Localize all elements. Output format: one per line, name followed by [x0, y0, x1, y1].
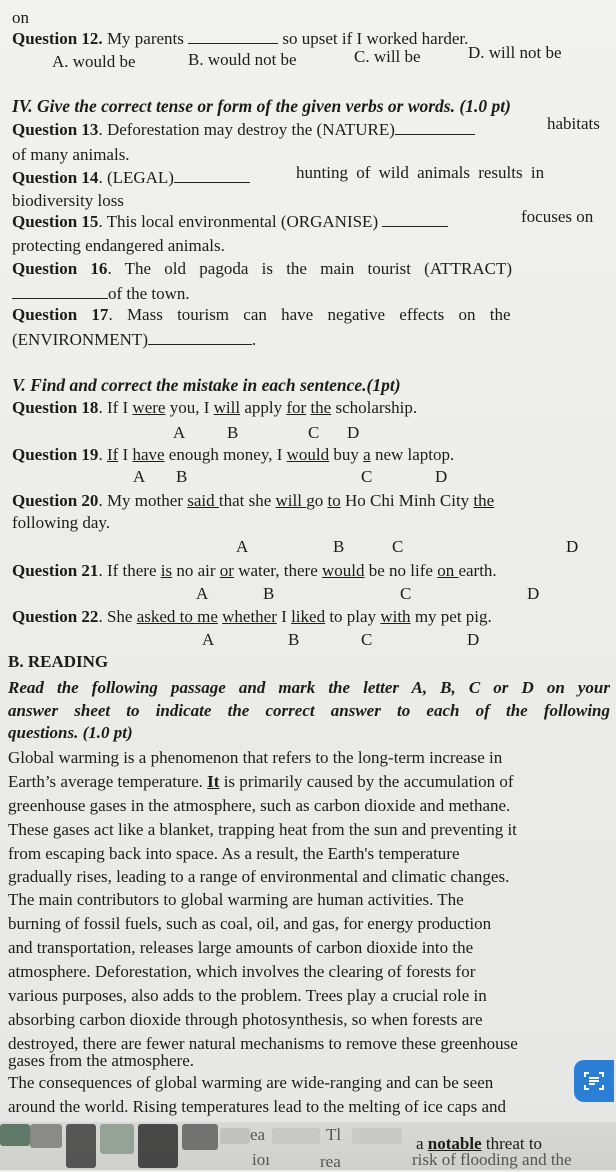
letter-b: B	[263, 584, 275, 603]
answer-blank[interactable]	[12, 284, 108, 299]
question-19: Question 19. If I have enough money, I would buy a new laptop.	[12, 445, 455, 464]
letter-d: D	[566, 537, 579, 556]
letter-b: B	[333, 537, 345, 556]
answer-blank[interactable]	[188, 29, 278, 44]
option-c: C. will be	[354, 47, 421, 66]
passage-line: from escaping back into space. As a result, the Earth's temperature	[8, 844, 460, 863]
passage-line: around the world. Rising temperatures lead to the melting of ice caps and	[8, 1097, 507, 1116]
letter-a: A	[202, 630, 215, 649]
letter-d: D	[527, 584, 540, 603]
option-b: B. would not be	[188, 50, 297, 69]
letter-a: A	[133, 467, 146, 486]
passage-line: destroyed, there are fewer natural mechanisms to remove these greenhouse	[8, 1034, 518, 1053]
referent-word: It	[207, 772, 220, 791]
question-20: Question 20. My mother said that she will go to Ho Chi Minh City the	[12, 491, 495, 510]
passage-line: and transportation, releases large amounts of carbon dioxide into the	[8, 938, 474, 957]
letter-b: B	[227, 423, 239, 442]
top-fragment: on	[12, 8, 29, 27]
answer-blank[interactable]	[382, 212, 448, 227]
letter-c: C	[361, 630, 373, 649]
document-page: on Question 12. My parents so upset if I worked harder. A. would be B. would not be C. will be D. will not be IV. Give the correct tense or form of the given verbs or words. (1.0 pt) Question 13. Deforestation may destroy the (NATURE) habitats of many animals. Question 14. (LEGAL) hunting of wild animals results in biodiversity loss Question 15. This local environmental (ORGANISE) focuses on protecting endangered animals. Question 16. The old pagoda is the main tourist (ATTRACT) of the town. Question 17. Mass tourism can have negative effects on the (ENVIRONMENT) . V. Find and correct the mistake in each sentence.(1pt) Question 18. If I were you, I will apply for the scholarship. A B C D Question 19. If I have enough money, I would buy a new laptop. A B C D Question 20. My mother said that she will go to Ho Chi Minh City the following day. A B C D Question 21. If there is no air or water, there would be no life on earth. A B C D Question 22. She asked to me whether I liked to play with my pet pig. A B C D B. READING Read the following passage and mark the letter A, B, C or D on your answer sheet to indicate the correct answer to each of the following questions. (1.0 pt) Global warming is a phenomenon that refers to the long-term increase in Earth’s average temperature. It is primarily caused by the accumulation of greenhouse gases in the atmosphere, such as carbon dioxide and methane. These gases act like a blanket, trapping heat from the sun and preventing it from escaping back into space. As a result, the Earth's temperature gradually rises, leading to a range of environmental and climatic changes. The main contributors to global warming are human activities. The burning of fossil fuels, such as coal, oil, and gas, for energy production and transportation, releases large amounts of carbon dioxide into the atmosphere. Deforestation, which involves the clearing of forests for various purposes, also adds to the problem. Trees play a crucial role in absorbing carbon dioxide through photosynthesis, so when forests are destroyed, there are fewer natural mechanisms to remove these greenhouse gases from the atmosphere. The consequences of global warming are wide-ranging and can be seen around the world. Rising temperatures lead to the melting of ice caps and ea Tl a notable threat to ioı rea risk of flooding and the	[0, 0, 616, 1170]
letter-d: D	[467, 630, 480, 649]
question-13: Question 13. Deforestation may destroy the (NATURE)	[12, 120, 475, 140]
reading-heading: B. READING	[8, 652, 109, 671]
passage-line: absorbing carbon dioxide through photosynthesis, so when forests are	[8, 1010, 483, 1029]
question-16: Question 16. The old pagoda is the main tourist (ATTRACT)	[12, 259, 512, 278]
section-iv-title: IV. Give the correct tense or form of the given verbs or words. (1.0 pt)	[12, 96, 511, 116]
passage-line: atmosphere. Deforestation, which involves the clearing of forests for	[8, 962, 476, 981]
letter-d: D	[347, 423, 360, 442]
passage-line: gradually rises, leading to a range of environmental and climatic changes.	[8, 867, 510, 886]
passage-line: Earth’s average temperature. It is primarily caused by the accumulation of	[8, 772, 514, 791]
letter-a: A	[173, 423, 186, 442]
letter-c: C	[400, 584, 412, 603]
section-v-title: V. Find and correct the mistake in each sentence.(1pt)	[12, 375, 401, 395]
passage-line: gases from the atmosphere.	[8, 1051, 194, 1070]
passage-line: The main contributors to global warming are human activities. The	[8, 890, 464, 909]
text-scan-button[interactable]	[574, 1060, 614, 1102]
passage-line: The consequences of global warming are wide-ranging and can be seen	[8, 1073, 494, 1092]
text-scan-icon	[582, 1069, 606, 1093]
reading-instruction: Read the following passage and mark the letter A, B, C or D on your	[8, 678, 610, 697]
passage-line: greenhouse gases in the atmosphere, such as carbon dioxide and methane.	[8, 796, 511, 815]
answer-blank[interactable]	[395, 120, 475, 135]
letter-c: C	[392, 537, 404, 556]
passage-line: Global warming is a phenomenon that refers to the long-term increase in	[8, 748, 503, 767]
passage-line: These gases act like a blanket, trapping heat from the sun and preventing it	[8, 820, 517, 839]
passage-line: various purposes, also adds to the problem. Trees play a crucial role in	[8, 986, 487, 1005]
answer-blank[interactable]	[148, 330, 252, 345]
question-17: Question 17. Mass tourism can have negative effects on the	[12, 305, 511, 324]
option-a: A. would be	[52, 52, 136, 71]
letter-b: B	[176, 467, 188, 486]
question-21: Question 21. If there is no air or water, there would be no life on earth.	[12, 561, 497, 580]
answer-blank[interactable]	[174, 168, 250, 183]
letter-a: A	[236, 537, 249, 556]
passage-line: burning of fossil fuels, such as coal, oil, and gas, for energy production	[8, 914, 492, 933]
question-15: Question 15. This local environmental (ORGANISE)	[12, 212, 448, 232]
letter-c: C	[361, 467, 373, 486]
question-label: Question 12.	[12, 29, 103, 48]
question-12: Question 12. My parents so upset if I worked harder.	[12, 29, 469, 48]
option-d: D. will not be	[468, 43, 562, 62]
question-18: Question 18. If I were you, I will apply for the scholarship.	[12, 398, 418, 417]
letter-c: C	[308, 423, 320, 442]
question-22: Question 22. She asked to me whether I liked to play with my pet pig.	[12, 607, 492, 626]
letter-a: A	[196, 584, 209, 603]
letter-b: B	[288, 630, 300, 649]
letter-d: D	[435, 467, 448, 486]
question-14: Question 14. (LEGAL)	[12, 168, 250, 188]
